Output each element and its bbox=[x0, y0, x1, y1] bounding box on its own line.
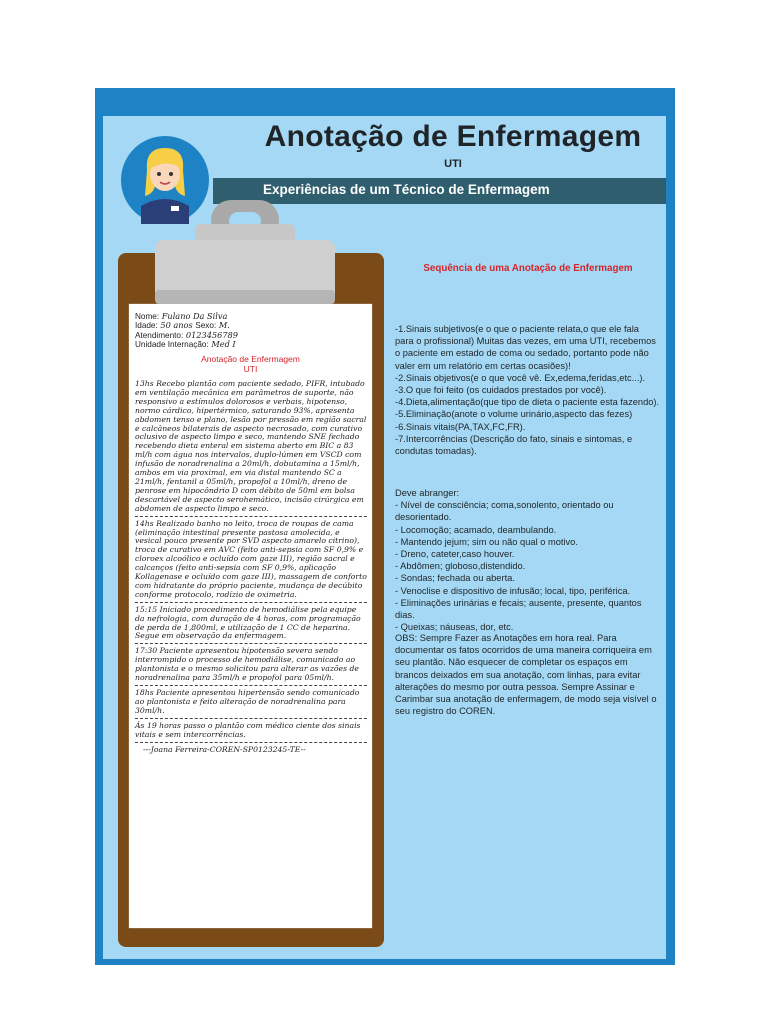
patient-admission-row bbox=[135, 331, 367, 340]
coverage-item: - Abdômen; globoso,distendido. bbox=[395, 561, 526, 572]
sequence-item: -6.Sinais vitais(PA,TAX,FC,FR). bbox=[395, 421, 526, 432]
admission-label: Atendimento: bbox=[135, 330, 184, 340]
note-subtitle: UTI bbox=[243, 364, 258, 374]
note-entry: 13hs Recebo plantão com paciente sedado, PIFR, intubado em ventilação mecânica em parâmetros de suporte, não responsivo a estímulos dolorosos e verbais, hipotenso, normo cárdico, hipertérmico, saturando 93%, apresenta abdomen tenso e plano, lesão por pressão em região sacral e calcâneos bilaterais de aspecto necrosado, com curativo oclusivo de aspecto limpo e seco, mantendo SNE fechado recebendo dieta enteral em sistema aberto em BIC a 83 ml/h com água nos intervalos, duplo-lúmen em VSCD com infusão de noradrenalina a 20ml/h, dobutamina a 15ml/h, ambos em via proximal, em via distal mantendo SC a 21ml/h, fentanil a 05ml/h, propofol a 10ml/h, dreno de penrose em hipocôndrio D com débito de 50ml em bolsa descartável de aspecto serohemático, incisão cirúrgica em abdomen de aspecto limpo e seco. bbox=[135, 380, 367, 517]
sequence-item: -4.Dieta,alimentação(que tipo de dieta o paciente esta fazendo). bbox=[395, 397, 660, 408]
unit-label: Unidade Internação: bbox=[135, 340, 209, 350]
poster-frame bbox=[95, 88, 675, 965]
coverage-item: - Sondas; fechada ou aberta. bbox=[395, 573, 515, 584]
coverage-heading: Deve abranger: bbox=[395, 488, 460, 498]
observation-text: OBS: Sempre Fazer as Anotações em hora real. Para documentar os fatos ocorridos de uma maneira corriqueira em seu plantão. Não esquecer de completar os espaços em brancos deixados em sua anotação, com linhas, para evitar alterações do mesmo por outra pessoa. Sempre Assinar e Carimbar sua anotação de enfermagem, de modo seja visível o seu registro do COREN. bbox=[395, 633, 657, 717]
patient-info bbox=[135, 312, 367, 350]
sequence-item: -3.O que foi feito (os cuidados prestados por você). bbox=[395, 385, 607, 396]
coverage-list bbox=[395, 487, 660, 633]
note-entries bbox=[135, 380, 367, 754]
sequence-item: -2.Sinais objetivos(e o que você vê. Ex,edema,feridas,etc...). bbox=[395, 372, 646, 383]
clipboard-clip-icon bbox=[155, 200, 335, 310]
note-entry: 15:15 Iniciado procedimento de hemodiálise pela equipe da nefrologia, com duração de 4 horas, com programação de perda de 1,800ml, e utilização de 1 CC de heparina. Segue em observação da enfermagem. bbox=[135, 606, 367, 645]
sex-label: Sexo: bbox=[195, 321, 217, 331]
note-entry: 14hs Realizado banho no leito, troca de roupas de cama (eliminação intestinal presente pastosa amolecida, e vesical pouco presente por SVD aspecto amarelo citrino), troca de curativo em AVC (feito anti-sepsia com SF 0,9% e cloroex alcoólico e ocluído com gaze III), região sacral e calcanços (feito anti-sepsia com SF 0,9%, aplicação Kollagenase e ocluído com gaze III), massagem de conforto com hidratante do próprio paciente, mudança de decúbito conforme protocolo, rodízio de oximetria. bbox=[135, 520, 367, 603]
note-entry: 18hs Paciente apresentou hipertensão sendo comunicado ao plantonista e feito alteração de noradrenalina para 30ml/h. bbox=[135, 689, 367, 719]
patient-unit-row bbox=[135, 340, 367, 349]
coverage-item: - Eliminações urinárias e fecais; ausente, presente, quantos dias. bbox=[395, 597, 642, 621]
patient-unit: Med I bbox=[211, 339, 236, 350]
poster-background bbox=[103, 116, 666, 959]
note-entry: Ás 19 horas passo o plantão com médico ciente dos sinais vitais e sem intercorrências. bbox=[135, 722, 367, 743]
note-title: Anotação de Enfermagem bbox=[201, 354, 300, 364]
patient-name: Fulano Da Silva bbox=[161, 311, 228, 321]
coverage-item: - Nível de consciência; coma,sonolento, orientado ou desorientado. bbox=[395, 500, 614, 523]
signature: ---Joana Ferreira-COREN-SP0123245-TE-- bbox=[143, 744, 306, 754]
age-label: Idade: bbox=[135, 321, 158, 331]
coverage-item: - Mantendo jejum; sim ou não qual o motivo. bbox=[395, 536, 578, 547]
banner-text: Experiências de um Técnico de Enfermagem bbox=[263, 182, 550, 197]
note-entry: 17:30 Paciente apresentou hipotensão severa sendo interrompido o processo de hemodiálise, comunicado ao plantonista e o mesmo solicitou para alterar as vazões de noradrenalina para 35ml/h e propofol para 05ml/h. bbox=[135, 647, 367, 686]
sequence-item: -1.Sinais subjetivos(e o que o paciente relata,o que ele fala para o profissional) Muitas das vezes, em uma UTI, recebemos o paciente em estado de coma ou sedado, portanto pode não valer em um relatório em certas ocasiões)! bbox=[395, 324, 656, 371]
note-title-block bbox=[129, 354, 372, 374]
sequence-heading: Sequência de uma Anotação de Enfermagem bbox=[423, 263, 633, 274]
patient-admission: 0123456789 bbox=[185, 329, 238, 340]
clipboard-paper bbox=[129, 304, 372, 928]
page-subtitle: UTI bbox=[444, 158, 462, 170]
coverage-item: - Queixas; náuseas, dor, etc. bbox=[395, 622, 514, 633]
page-title: Anotação de Enfermagem bbox=[264, 120, 642, 153]
name-label: Nome: bbox=[135, 312, 160, 321]
patient-age-row bbox=[135, 321, 367, 330]
coverage-item: - Venoclise e dispositivo de infusão; local, tipo, periférica. bbox=[395, 585, 631, 596]
sequence-item: -7.Intercorrências (Descrição do fato, sinais e sintomas, e condutas tomadas). bbox=[395, 433, 633, 457]
patient-sex: M. bbox=[218, 320, 230, 331]
sequence-item: -5.Eliminação(anote o volume urinário,aspecto das fezes) bbox=[395, 409, 633, 420]
patient-age: 50 anos bbox=[160, 320, 193, 331]
sequence-list bbox=[395, 323, 660, 457]
coverage-item: - Dreno, cateter,caso houver. bbox=[395, 549, 515, 560]
coverage-item: - Locomoção; acamado, deambulando. bbox=[395, 524, 557, 535]
